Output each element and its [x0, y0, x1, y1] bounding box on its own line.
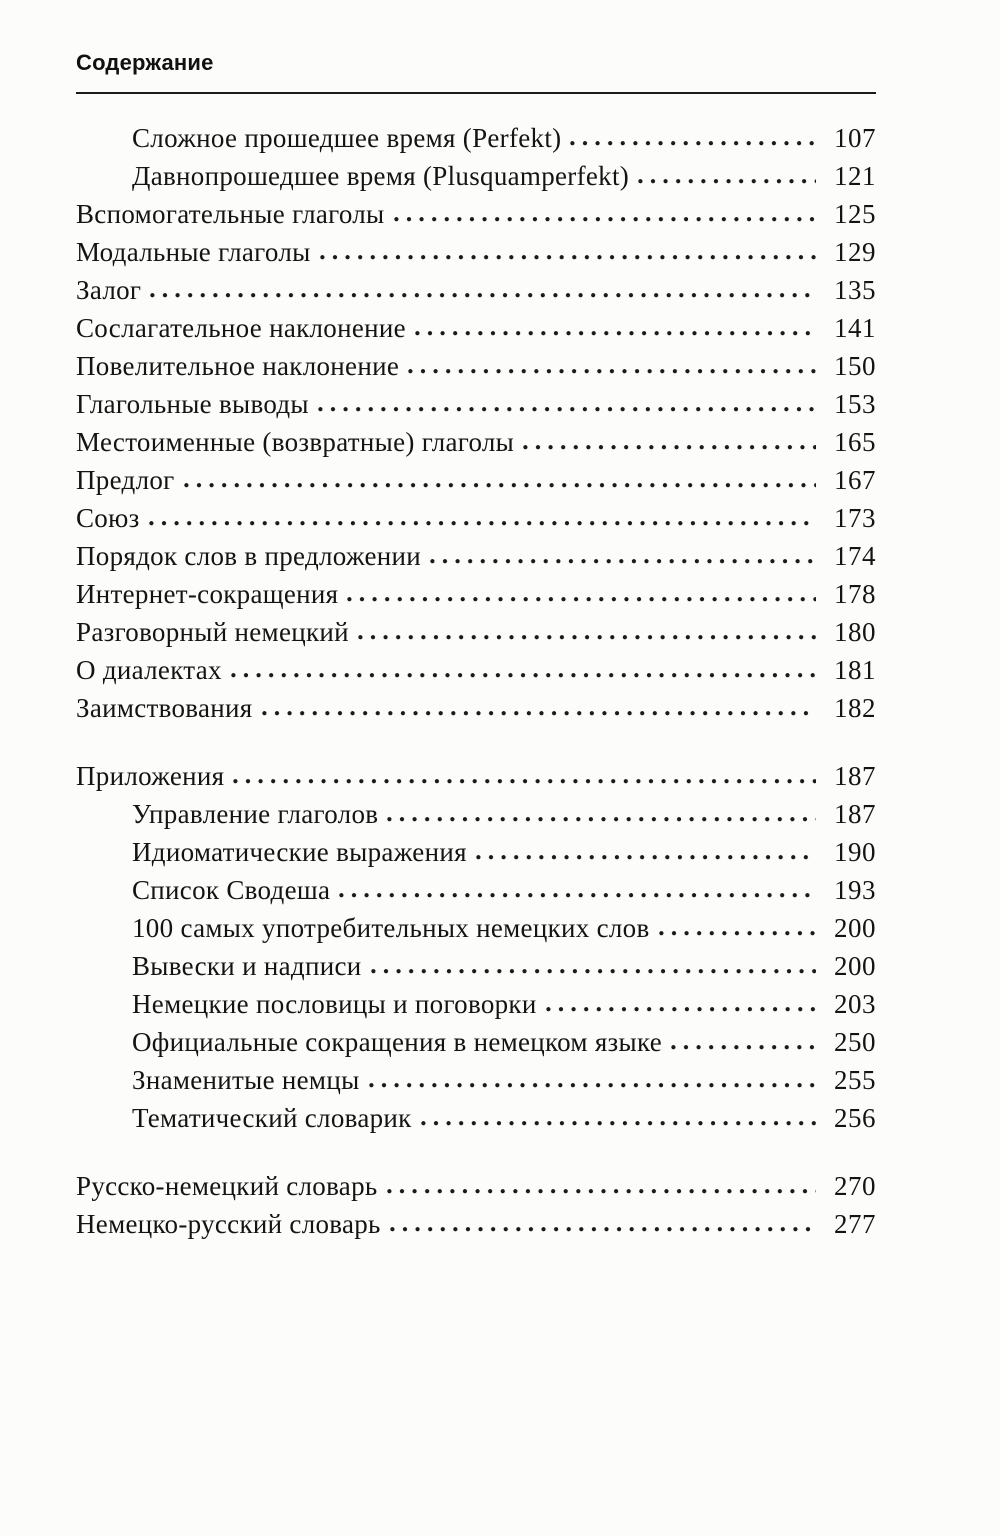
toc-entry-label: Немецкие пословицы и поговорки: [132, 989, 537, 1019]
toc-entry-label: Союз: [76, 503, 140, 533]
toc-entry: [76, 157, 876, 195]
toc-entry-page: 255: [834, 1065, 876, 1095]
leader-dots: [233, 778, 816, 785]
toc-entry: [76, 1167, 876, 1205]
toc-entry-page: 203: [834, 989, 876, 1019]
toc-entry-page: 173: [834, 503, 876, 533]
toc-entry: [76, 1099, 876, 1137]
toc-entry-page: 190: [834, 837, 876, 867]
toc-entry: [76, 947, 876, 985]
leader-dots: [638, 178, 816, 185]
toc-entry-label: Вспомогательные глаголы: [76, 199, 385, 229]
toc-entry-label: Интернет-сокращения: [76, 579, 339, 609]
toc-entry-label: Залог: [76, 275, 142, 305]
leader-dots: [358, 634, 816, 641]
toc-entry-label: Русско-немецкий словарь: [76, 1171, 378, 1201]
leader-dots: [430, 558, 816, 565]
toc-entry-page: 250: [834, 1027, 876, 1057]
leader-dots: [318, 406, 816, 413]
leader-dots: [659, 930, 816, 937]
toc-entry: [76, 309, 876, 347]
toc-entry: [76, 499, 876, 537]
leader-dots: [339, 892, 816, 899]
toc-entry-label: Заимствования: [76, 693, 253, 723]
leader-dots: [415, 330, 816, 337]
page-title: Содержание: [76, 50, 214, 75]
toc-entry-page: 200: [834, 951, 876, 981]
toc-entry-page: 256: [834, 1103, 876, 1133]
leader-dots: [231, 672, 816, 679]
toc-entry-label: Давнопрошедшее время (Plusquamperfekt): [132, 161, 630, 191]
toc-entry-page: 193: [834, 875, 876, 905]
leader-dots: [184, 482, 816, 489]
toc-entry-label: Знаменитые немцы: [132, 1065, 360, 1095]
toc-entry-page: 150: [834, 351, 876, 381]
toc-entry-label: Приложения: [76, 761, 225, 791]
toc-entry: [76, 271, 876, 309]
toc-entry-label: Предлог: [76, 465, 175, 495]
toc-entry-page: 165: [834, 427, 876, 457]
toc-entry: [76, 1061, 876, 1099]
leader-dots: [394, 216, 817, 223]
toc-entry: [76, 689, 876, 727]
toc-entry-label: Идиоматические выражения: [132, 837, 467, 867]
toc-entry-label: Местоименные (возвратные) глаголы: [76, 427, 515, 457]
leader-dots: [149, 520, 816, 527]
toc-entry-page: 174: [834, 541, 876, 571]
leader-dots: [387, 816, 816, 823]
toc-entry-label: Модальные глаголы: [76, 237, 311, 267]
leader-dots: [387, 1188, 817, 1195]
toc-entry: [76, 575, 876, 613]
toc-entry: [76, 909, 876, 947]
leader-dots: [390, 1226, 816, 1233]
toc-entry-page: 182: [834, 693, 876, 723]
toc-entry: [76, 385, 876, 423]
toc-entry-label: О диалектах: [76, 655, 222, 685]
toc-list: [76, 119, 876, 1243]
toc-entry-label: Сослагательное наклонение: [76, 313, 406, 343]
toc-entry-label: Порядок слов в предложении: [76, 541, 422, 571]
leader-dots: [570, 140, 816, 147]
toc-entry-label: Повелительное наклонение: [76, 351, 400, 381]
toc-entry: [76, 985, 876, 1023]
toc-entry: [76, 795, 876, 833]
leader-dots: [546, 1006, 816, 1013]
toc-entry-label: Список Сводеша: [132, 875, 331, 905]
toc-entry-page: 277: [834, 1209, 876, 1239]
toc-entry: [76, 347, 876, 385]
toc-entry: [76, 423, 876, 461]
toc-entry-label: 100 самых употребительных немецких слов: [132, 913, 650, 943]
leader-dots: [408, 368, 816, 375]
leader-dots: [371, 968, 817, 975]
toc-entry-page: 141: [834, 313, 876, 343]
toc-entry: [76, 1023, 876, 1061]
leader-dots: [523, 444, 816, 451]
toc-entry-page: 125: [834, 199, 876, 229]
toc-entry: [76, 651, 876, 689]
header-rule: [76, 92, 876, 94]
toc-entry-page: 180: [834, 617, 876, 647]
leader-dots: [476, 854, 816, 861]
toc-entry-page: 270: [834, 1171, 876, 1201]
toc-entry-label: Разговорный немецкий: [76, 617, 349, 647]
toc-entry: [76, 613, 876, 651]
toc-entry-page: 200: [834, 913, 876, 943]
toc-entry: [76, 757, 876, 795]
toc-entry-label: Тематический словарик: [132, 1103, 412, 1133]
toc-entry-label: Официальные сокращения в немецком языке: [132, 1027, 662, 1057]
toc-entry-page: 178: [834, 579, 876, 609]
toc-entry-page: 153: [834, 389, 876, 419]
toc-entry: [76, 1205, 876, 1243]
toc-entry: [76, 871, 876, 909]
leader-dots: [262, 710, 817, 717]
toc-entry-page: 167: [834, 465, 876, 495]
toc-entry-label: Сложное прошедшее время (Perfekt): [132, 123, 562, 153]
toc-entry: [76, 537, 876, 575]
leader-dots: [369, 1082, 816, 1089]
toc-entry-page: 187: [834, 799, 876, 829]
toc-entry-page: 121: [834, 161, 876, 191]
toc-entry-page: 135: [834, 275, 876, 305]
toc-entry-page: 187: [834, 761, 876, 791]
toc-entry-label: Вывески и надписи: [132, 951, 362, 981]
leader-dots: [421, 1120, 816, 1127]
toc-entry-page: 181: [834, 655, 876, 685]
toc-entry: [76, 195, 876, 233]
toc-entry-page: 129: [834, 237, 876, 267]
leader-dots: [347, 596, 816, 603]
toc-entry: [76, 833, 876, 871]
toc-entry-page: 107: [834, 123, 876, 153]
toc-entry: [76, 119, 876, 157]
leader-dots: [320, 254, 816, 261]
leader-dots: [671, 1044, 816, 1051]
toc-entry: [76, 233, 876, 271]
toc-entry-label: Управление глаголов: [132, 799, 379, 829]
toc-entry: [76, 461, 876, 499]
toc-entry-label: Немецко-русский словарь: [76, 1209, 381, 1239]
toc-entry-label: Глагольные выводы: [76, 389, 309, 419]
leader-dots: [150, 292, 816, 299]
